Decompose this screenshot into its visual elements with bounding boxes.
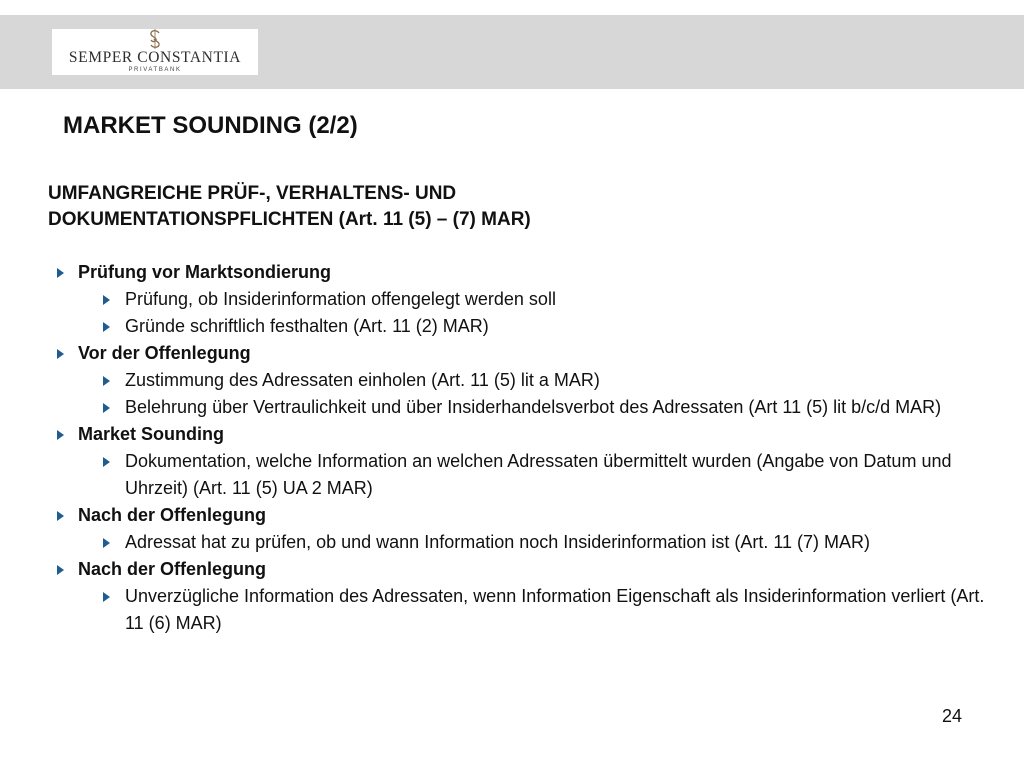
section-item <box>48 529 988 556</box>
bullet-list <box>48 259 988 637</box>
subtitle-line-2: DOKUMENTATIONSPFLICHTEN (Art. 11 (5) – (7) MAR) <box>48 209 531 230</box>
header-band <box>0 15 1024 89</box>
section-heading-text: Nach der Offenlegung <box>78 505 267 525</box>
logo-monogram-icon <box>146 29 164 49</box>
bullet-arrow-icon <box>103 322 110 332</box>
section-item-text: Prüfung, ob Insiderinformation offengelegt werden soll <box>125 289 556 309</box>
section-heading-text: Prüfung vor Marktsondierung <box>78 262 332 282</box>
section-item-text: Gründe schriftlich festhalten (Art. 11 (2) MAR) <box>125 316 489 336</box>
page-title: MARKET SOUNDING (2/2) <box>63 112 358 139</box>
section-item-text: Belehrung über Vertraulichkeit und über Insiderhandelsverbot des Adressaten (Art 11 (5) lit b/c/d MAR) <box>125 397 942 417</box>
bullet-arrow-icon <box>57 565 64 575</box>
bullet-arrow-icon <box>103 403 110 413</box>
section-item <box>48 583 988 637</box>
slide-subtitle <box>48 181 948 233</box>
logo-name: SEMPER CONSTANTIA <box>68 49 242 66</box>
bullet-arrow-icon <box>57 349 64 359</box>
section-item <box>48 367 988 394</box>
section-item-text: Dokumentation, welche Information an welchen Adressaten übermittelt wurden (Angabe von Datum und Uhrzeit) (Art. 11 (5) UA 2 MAR) <box>125 451 952 498</box>
bullet-arrow-icon <box>57 511 64 521</box>
section-heading <box>48 556 988 583</box>
logo-subtitle: PRIVATBANK <box>128 67 182 73</box>
section-item-text: Adressat hat zu prüfen, ob und wann Information noch Insiderinformation ist (Art. 11 (7) MAR) <box>125 532 871 552</box>
bullet-arrow-icon <box>103 592 110 602</box>
subtitle-line-1: UMFANGREICHE PRÜF-, VERHALTENS- UND <box>48 183 457 204</box>
section-heading-text: Market Sounding <box>78 424 225 444</box>
section-item-text: Zustimmung des Adressaten einholen (Art. 11 (5) lit a MAR) <box>125 370 600 390</box>
section-heading <box>48 259 988 286</box>
bank-logo <box>52 29 258 75</box>
bullet-arrow-icon <box>57 430 64 440</box>
section-heading <box>48 421 988 448</box>
section-heading-text: Nach der Offenlegung <box>78 559 267 579</box>
bullet-arrow-icon <box>103 295 110 305</box>
section-heading <box>48 502 988 529</box>
bullet-arrow-icon <box>103 538 110 548</box>
bullet-arrow-icon <box>103 376 110 386</box>
bullet-arrow-icon <box>103 457 110 467</box>
page-number: 24 <box>941 706 962 726</box>
section-item <box>48 313 988 340</box>
section-heading-text: Vor der Offenlegung <box>78 343 251 363</box>
section-item <box>48 286 988 313</box>
section-item-text: Unverzügliche Information des Adressaten, wenn Information Eigenschaft als Insiderinformation verliert (Art. 11 (6) MAR) <box>125 586 985 633</box>
section-heading <box>48 340 988 367</box>
bullet-arrow-icon <box>57 268 64 278</box>
section-item <box>48 448 988 502</box>
section-item <box>48 394 988 421</box>
